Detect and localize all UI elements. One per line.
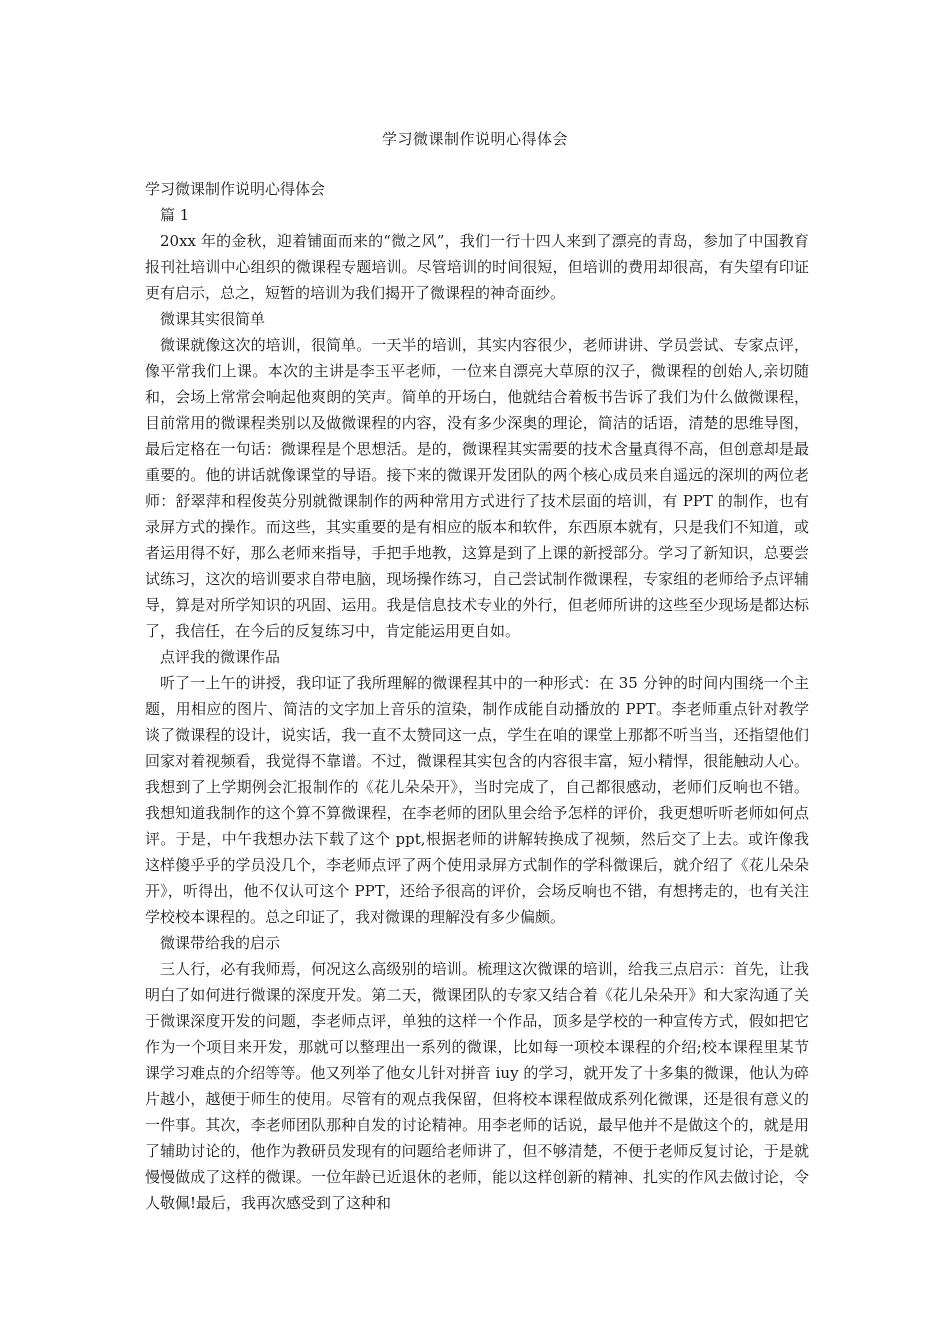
section-label: 篇 1 — [160, 206, 190, 224]
paragraph-intro: 20xx 年的金秋，迎着铺面而来的“微之风”，我们一行十四人来到了漂亮的青岛，参加了中国教育报刊社培训中心组织的微课程专题培训。尽管培训的时间很短，但培训的费用却很高，有失望有印证更有启示，总之，短暂的培训为我们揭开了微课程的神奇面纱。 — [145, 232, 809, 302]
document-body — [145, 176, 809, 1216]
document-title: 学习微课制作说明心得体会 — [381, 130, 568, 148]
paragraph-simple: 微课就像这次的培训，很简单。一天半的培训，其实内容很少，老师讲讲、学员尝试、专家点评，像平常我们上课。本次的主讲是李玉平老师，一位来自漂亮大草原的汉子，微课程的创始人,亲切随和，会场上常常会响起他爽朗的笑声。简单的开场白，他就结合着板书告诉了我们为什么做微课程，目前常用的微课程类别以及做微课程的内容，没有多少深奥的理论，简洁的话语，清楚的思维导图，最后定格在一句话：微课程是个思想活。是的，微课程其实需要的技术含量真得不高，但创意却是最重要的。他的讲话就像课堂的导语。接下来的微课开发团队的两个核心成员来自遥远的深圳的两位老师：舒翠萍和程俊英分别就微课制作的两种常用方式进行了技术层面的培训，有 PPT 的制作，也有录屏方式的操作。而这些，其实重要的是有相应的版本和软件，东西原本就有，只是我们不知道，或者运用得不好，那么老师来指导，手把手地教，这算是到了上课的新授部分。学习了新知识，总要尝试练习，这次的培训要求自带电脑，现场操作练习，自己尝试制作微课程，专家组的老师给予点评辅导，算是对所学知识的巩固、运用。我是信息技术专业的外行，但老师所讲的这些至少现场是都达标了，我信任，在今后的反复练习中，肯定能运用更自如。 — [145, 336, 809, 640]
section-heading-insights: 微课带给我的启示 — [160, 934, 281, 952]
section-heading-review: 点评我的微课作品 — [160, 648, 281, 666]
document-subtitle: 学习微课制作说明心得体会 — [145, 180, 326, 198]
section-heading-simple: 微课其实很简单 — [160, 310, 266, 328]
paragraph-review: 听了一上午的讲授，我印证了我所理解的微课程其中的一种形式：在 35 分钟的时间内围绕一个主题，用相应的图片、简洁的文字加上音乐的渲染，制作成能自动播放的 PPT。李老师重点针对教学谈了微课程的设计，说实话，我一直不太赞同这一点，学生在咱的课堂上那都不听当当，还指望他们回家对着视频看，我觉得不靠谱。不过，微课程其实包含的内容很丰富，短小精悍，很能触动人心。我想到了上学期例会汇报制作的《花儿朵朵开》，当时完成了，自己都很感动，老师们反响也不错。我想知道我制作的这个算不算微课程，在李老师的团队里会给予怎样的评价，我更想听听老师如何点评。于是，中午我想办法下载了这个 ppt,根据老师的讲解转换成了视频，然后交了上去。或许像我这样傻乎乎的学员没几个，李老师点评了两个使用录屏方式制作的学科微课后，就介绍了《花儿朵朵开》，听得出，他不仅认可这个 PPT，还给予很高的评价，会场反响也不错，有想拷走的，也有关注学校校本课程的。总之印证了，我对微课的理解没有多少偏颇。 — [145, 674, 809, 926]
paragraph-insights: 三人行，必有我师焉，何况这么高级别的培训。梳理这次微课的培训，给我三点启示：首先，让我明白了如何进行微课的深度开发。第二天，微课团队的专家又结合着《花儿朵朵开》和大家沟通了关于微课深度开发的问题，李老师点评，单独的这样一个作品，顶多是学校的一种宣传方式，假如把它作为一个项目来开发，那就可以整理出一系列的微课，比如每一项校本课程的介绍;校本课程里某节课学习难点的介绍等等。他又列举了他女儿针对拼音 iuy 的学习，就开发了十多集的微课，他认为碎片越小，越便于师生的使用。尽管有的观点我保留，但将校本课程做成系列化微课，还是很有意义的一件事。其次，李老师团队那种自发的讨论精神。用李老师的话说，最早他并不是做这个的，就是用了辅助讨论的，他作为教研员发现有的问题给老师讲了，但不够清楚，不便于老师反复讨论，于是就慢慢做成了这样的微课。一位年龄已近退休的老师，能以这样创新的精神、扎实的作风去做讨论，令人敬佩!最后，我再次感受到了这种和 — [145, 960, 809, 1212]
